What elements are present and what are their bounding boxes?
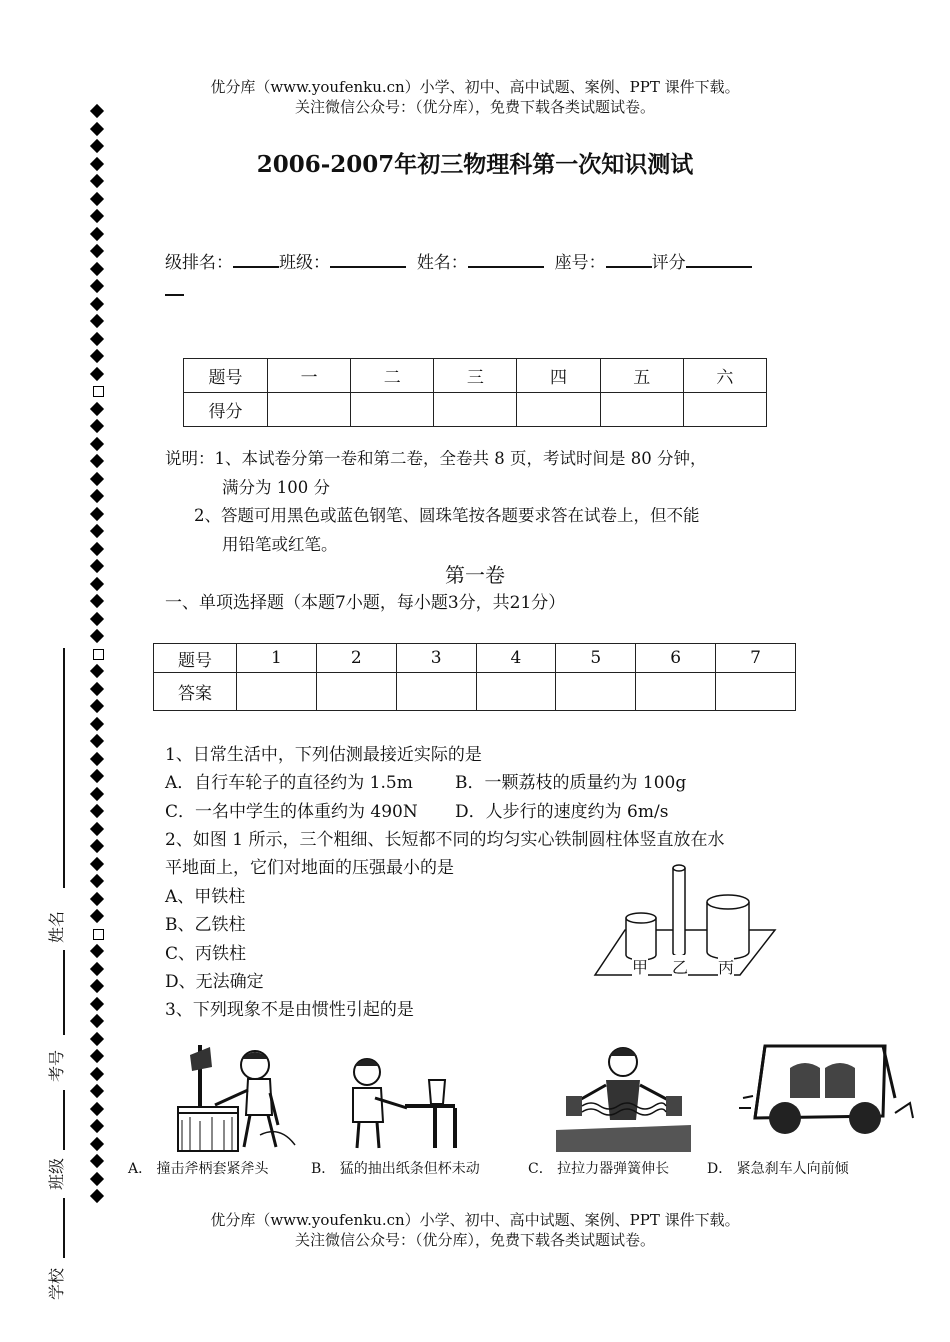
binding-diamond-icon — [90, 839, 104, 853]
cup-paper-illustration — [345, 1050, 470, 1150]
q3-caption-d: D． 紧急刹车人向前倾 — [707, 1161, 849, 1177]
binding-diamond-icon — [90, 139, 104, 153]
binding-square-icon — [93, 929, 104, 940]
binding-diamond-icon — [90, 244, 104, 258]
instruction-1b: 满分为 100 分 — [222, 478, 330, 497]
figure-label-jia: 甲 — [632, 955, 648, 978]
class-blank[interactable] — [330, 252, 406, 268]
instructions-line-1 — [165, 444, 706, 473]
binding-diamond-icon — [90, 401, 104, 415]
answer-col-2: 2 — [316, 644, 396, 673]
score-table-row-label: 得分 — [184, 393, 268, 427]
student-fields — [165, 248, 752, 273]
binding-diamond-icon — [90, 471, 104, 485]
binding-diamond-icon — [90, 1119, 104, 1133]
binding-diamond-icon — [90, 489, 104, 503]
margin-label-class: 班级 — [47, 1157, 66, 1190]
binding-diamond-icon — [90, 874, 104, 888]
name-underline — [63, 648, 65, 888]
binding-diamond-icon — [90, 1084, 104, 1098]
school-underline — [63, 1198, 65, 1258]
binding-diamond-icon — [90, 699, 104, 713]
binding-diamond-icon — [90, 664, 104, 678]
binding-diamond-icon — [90, 156, 104, 170]
score-cell[interactable] — [517, 393, 600, 427]
q2-stem-line-2: 平地面上，它们对地面的压强最小的是 — [165, 858, 454, 878]
binding-diamond-icon — [90, 786, 104, 800]
binding-diamond-icon — [90, 769, 104, 783]
binding-diamond-icon — [90, 734, 104, 748]
binding-diamond-icon — [90, 314, 104, 328]
answer-cell[interactable] — [716, 673, 796, 711]
figure-label-yi: 乙 — [672, 955, 688, 978]
q3-caption-a: A． 撞击斧柄套紧斧头 — [128, 1161, 269, 1177]
seat-label: 座号： — [554, 253, 606, 273]
answer-cell[interactable] — [636, 673, 716, 711]
answer-col-5: 5 — [556, 644, 636, 673]
score-blank[interactable] — [686, 252, 752, 268]
q3-stem: 3、下列现象不是由惯性引起的是 — [165, 1000, 414, 1020]
binding-diamond-icon — [90, 296, 104, 310]
binding-diamond-icon — [90, 209, 104, 223]
score-blank-continued — [165, 294, 184, 296]
q1-option-a: A．自行车轮子的直径约为 1.5m — [165, 773, 413, 793]
answer-cell[interactable] — [396, 673, 476, 711]
binding-diamond-icon — [90, 279, 104, 293]
instructions-prefix: 说明： — [165, 449, 215, 468]
binding-diamond-icon — [90, 419, 104, 433]
score-col-5: 五 — [600, 359, 683, 393]
q1-option-d: D．人步行的速度约为 6m/s — [455, 802, 669, 822]
answer-cell[interactable] — [237, 673, 317, 711]
answer-cell[interactable] — [316, 673, 396, 711]
binding-diamond-icon — [90, 506, 104, 520]
q2-stem-line-1: 2、如图 1 所示，三个粗细、长短都不同的均匀实心铁制圆柱体竖直放在水 — [165, 830, 725, 850]
instruction-1a: 1、本试卷分第一卷和第二卷，全卷共 8 页，考试时间是 80 分钟， — [214, 449, 707, 468]
binding-diamond-icon — [90, 1014, 104, 1028]
margin-label-exam-no: 考号 — [47, 1049, 66, 1082]
score-col-3: 三 — [434, 359, 517, 393]
answer-table — [153, 643, 796, 711]
binding-diamond-icon — [90, 961, 104, 975]
score-table — [183, 358, 767, 427]
car-illustration — [735, 1038, 920, 1138]
answer-table-row-label: 答案 — [154, 673, 237, 711]
name-label: 姓名： — [416, 253, 468, 273]
score-cell[interactable] — [434, 393, 517, 427]
instruction-2a: 2、答题可用黑色或蓝色钢笔、圆珠笔按各题要求答在试卷上，但不能 — [194, 506, 700, 525]
binding-diamond-icon — [90, 174, 104, 188]
answer-col-7: 7 — [716, 644, 796, 673]
score-cell[interactable] — [600, 393, 683, 427]
margin-label-name: 姓名 — [47, 910, 66, 943]
score-table-header-label: 题号 — [184, 359, 268, 393]
binding-diamond-icon — [90, 1066, 104, 1080]
binding-diamond-icon — [90, 349, 104, 363]
binding-diamond-icon — [90, 716, 104, 730]
answer-col-4: 4 — [476, 644, 556, 673]
rank-label: 级排名： — [165, 253, 233, 273]
binding-diamond-icon — [90, 751, 104, 765]
binding-diamond-icon — [90, 559, 104, 573]
binding-diamond-icon — [90, 1101, 104, 1115]
q2-option-c: C、丙铁柱 — [165, 944, 247, 964]
q2-option-d: D、无法确定 — [165, 972, 264, 992]
binding-diamond-icon — [90, 104, 104, 118]
binding-diamond-icon — [90, 366, 104, 380]
binding-diamond-icon — [90, 1189, 104, 1203]
answer-cell[interactable] — [556, 673, 636, 711]
q3-caption-c: C． 拉拉力器弹簧伸长 — [528, 1161, 670, 1177]
binding-diamond-icon — [90, 1154, 104, 1168]
score-cell[interactable] — [268, 393, 351, 427]
volume-title: 第一卷 — [445, 563, 505, 587]
exam-no-underline — [63, 950, 65, 1035]
score-col-2: 二 — [351, 359, 434, 393]
score-col-4: 四 — [517, 359, 600, 393]
spring-illustration — [556, 1040, 691, 1152]
binding-square-icon — [93, 649, 104, 660]
binding-diamond-icon — [90, 996, 104, 1010]
answer-col-6: 6 — [636, 644, 716, 673]
class-label: 班级： — [279, 253, 330, 273]
binding-diamond-icon — [90, 804, 104, 818]
binding-square-icon — [93, 386, 104, 397]
class-underline — [63, 1090, 65, 1150]
score-col-6: 六 — [683, 359, 766, 393]
q1-option-b: B．一颗荔枝的质量约为 100g — [455, 773, 687, 793]
binding-diamond-icon — [90, 1136, 104, 1150]
q2-option-a: A、甲铁柱 — [165, 887, 246, 907]
answer-col-1: 1 — [237, 644, 317, 673]
binding-diamond-icon — [90, 611, 104, 625]
binding-diamond-icon — [90, 261, 104, 275]
binding-diamond-icon — [90, 909, 104, 923]
binding-diamond-icon — [90, 454, 104, 468]
answer-col-3: 3 — [396, 644, 476, 673]
section-1-title: 一、单项选择题（本题7小题，每小题3分，共21分） — [165, 593, 566, 613]
margin-label-school: 学校 — [47, 1267, 66, 1300]
binding-line — [90, 106, 106, 1209]
binding-diamond-icon — [90, 524, 104, 538]
binding-diamond-icon — [90, 944, 104, 958]
footer-line-1: 优分库（www.youfenku.cn）小学、初中、高中试题、案例、PPT 课件下载。 — [210, 1211, 740, 1229]
binding-diamond-icon — [90, 681, 104, 695]
binding-diamond-icon — [90, 979, 104, 993]
binding-diamond-icon — [90, 891, 104, 905]
footer-line-2: 关注微信公众号：（优分库），免费下载各类试题试卷。 — [294, 1231, 655, 1249]
score-col-1: 一 — [268, 359, 351, 393]
binding-diamond-icon — [90, 821, 104, 835]
binding-diamond-icon — [90, 576, 104, 590]
binding-diamond-icon — [90, 541, 104, 555]
binding-diamond-icon — [90, 1031, 104, 1045]
answer-cell[interactable] — [476, 673, 556, 711]
score-label: 评分 — [651, 253, 686, 273]
answer-table-header-label: 题号 — [154, 644, 237, 673]
q1-option-c: C．一名中学生的体重约为 490N — [165, 802, 418, 822]
q3-caption-b: B． 猛的抽出纸条但杯未动 — [311, 1161, 480, 1177]
binding-diamond-icon — [90, 436, 104, 450]
score-cell[interactable] — [683, 393, 766, 427]
binding-diamond-icon — [90, 331, 104, 345]
binding-diamond-icon — [90, 226, 104, 240]
rank-blank[interactable] — [233, 252, 279, 268]
binding-diamond-icon — [90, 191, 104, 205]
name-blank[interactable] — [468, 252, 544, 268]
binding-diamond-icon — [90, 1049, 104, 1063]
instruction-2b: 用铅笔或红笔。 — [222, 535, 338, 554]
figure-label-bing: 丙 — [718, 955, 734, 978]
score-cell[interactable] — [351, 393, 434, 427]
binding-diamond-icon — [90, 121, 104, 135]
binding-diamond-icon — [90, 629, 104, 643]
binding-diamond-icon — [90, 1171, 104, 1185]
binding-diamond-icon — [90, 856, 104, 870]
axe-illustration — [160, 1035, 300, 1153]
q1-stem: 1、日常生活中，下列估测最接近实际的是 — [165, 745, 482, 765]
header-line-2: 关注微信公众号：（优分库），免费下载各类试题试卷。 — [294, 98, 655, 116]
q2-option-b: B、乙铁柱 — [165, 915, 246, 935]
header-line-1: 优分库（www.youfenku.cn）小学、初中、高中试题、案例、PPT 课件下载。 — [210, 78, 740, 96]
page-title: 2006-2007年初三物理科第一次知识测试 — [256, 151, 694, 178]
seat-blank[interactable] — [606, 252, 652, 268]
binding-diamond-icon — [90, 594, 104, 608]
